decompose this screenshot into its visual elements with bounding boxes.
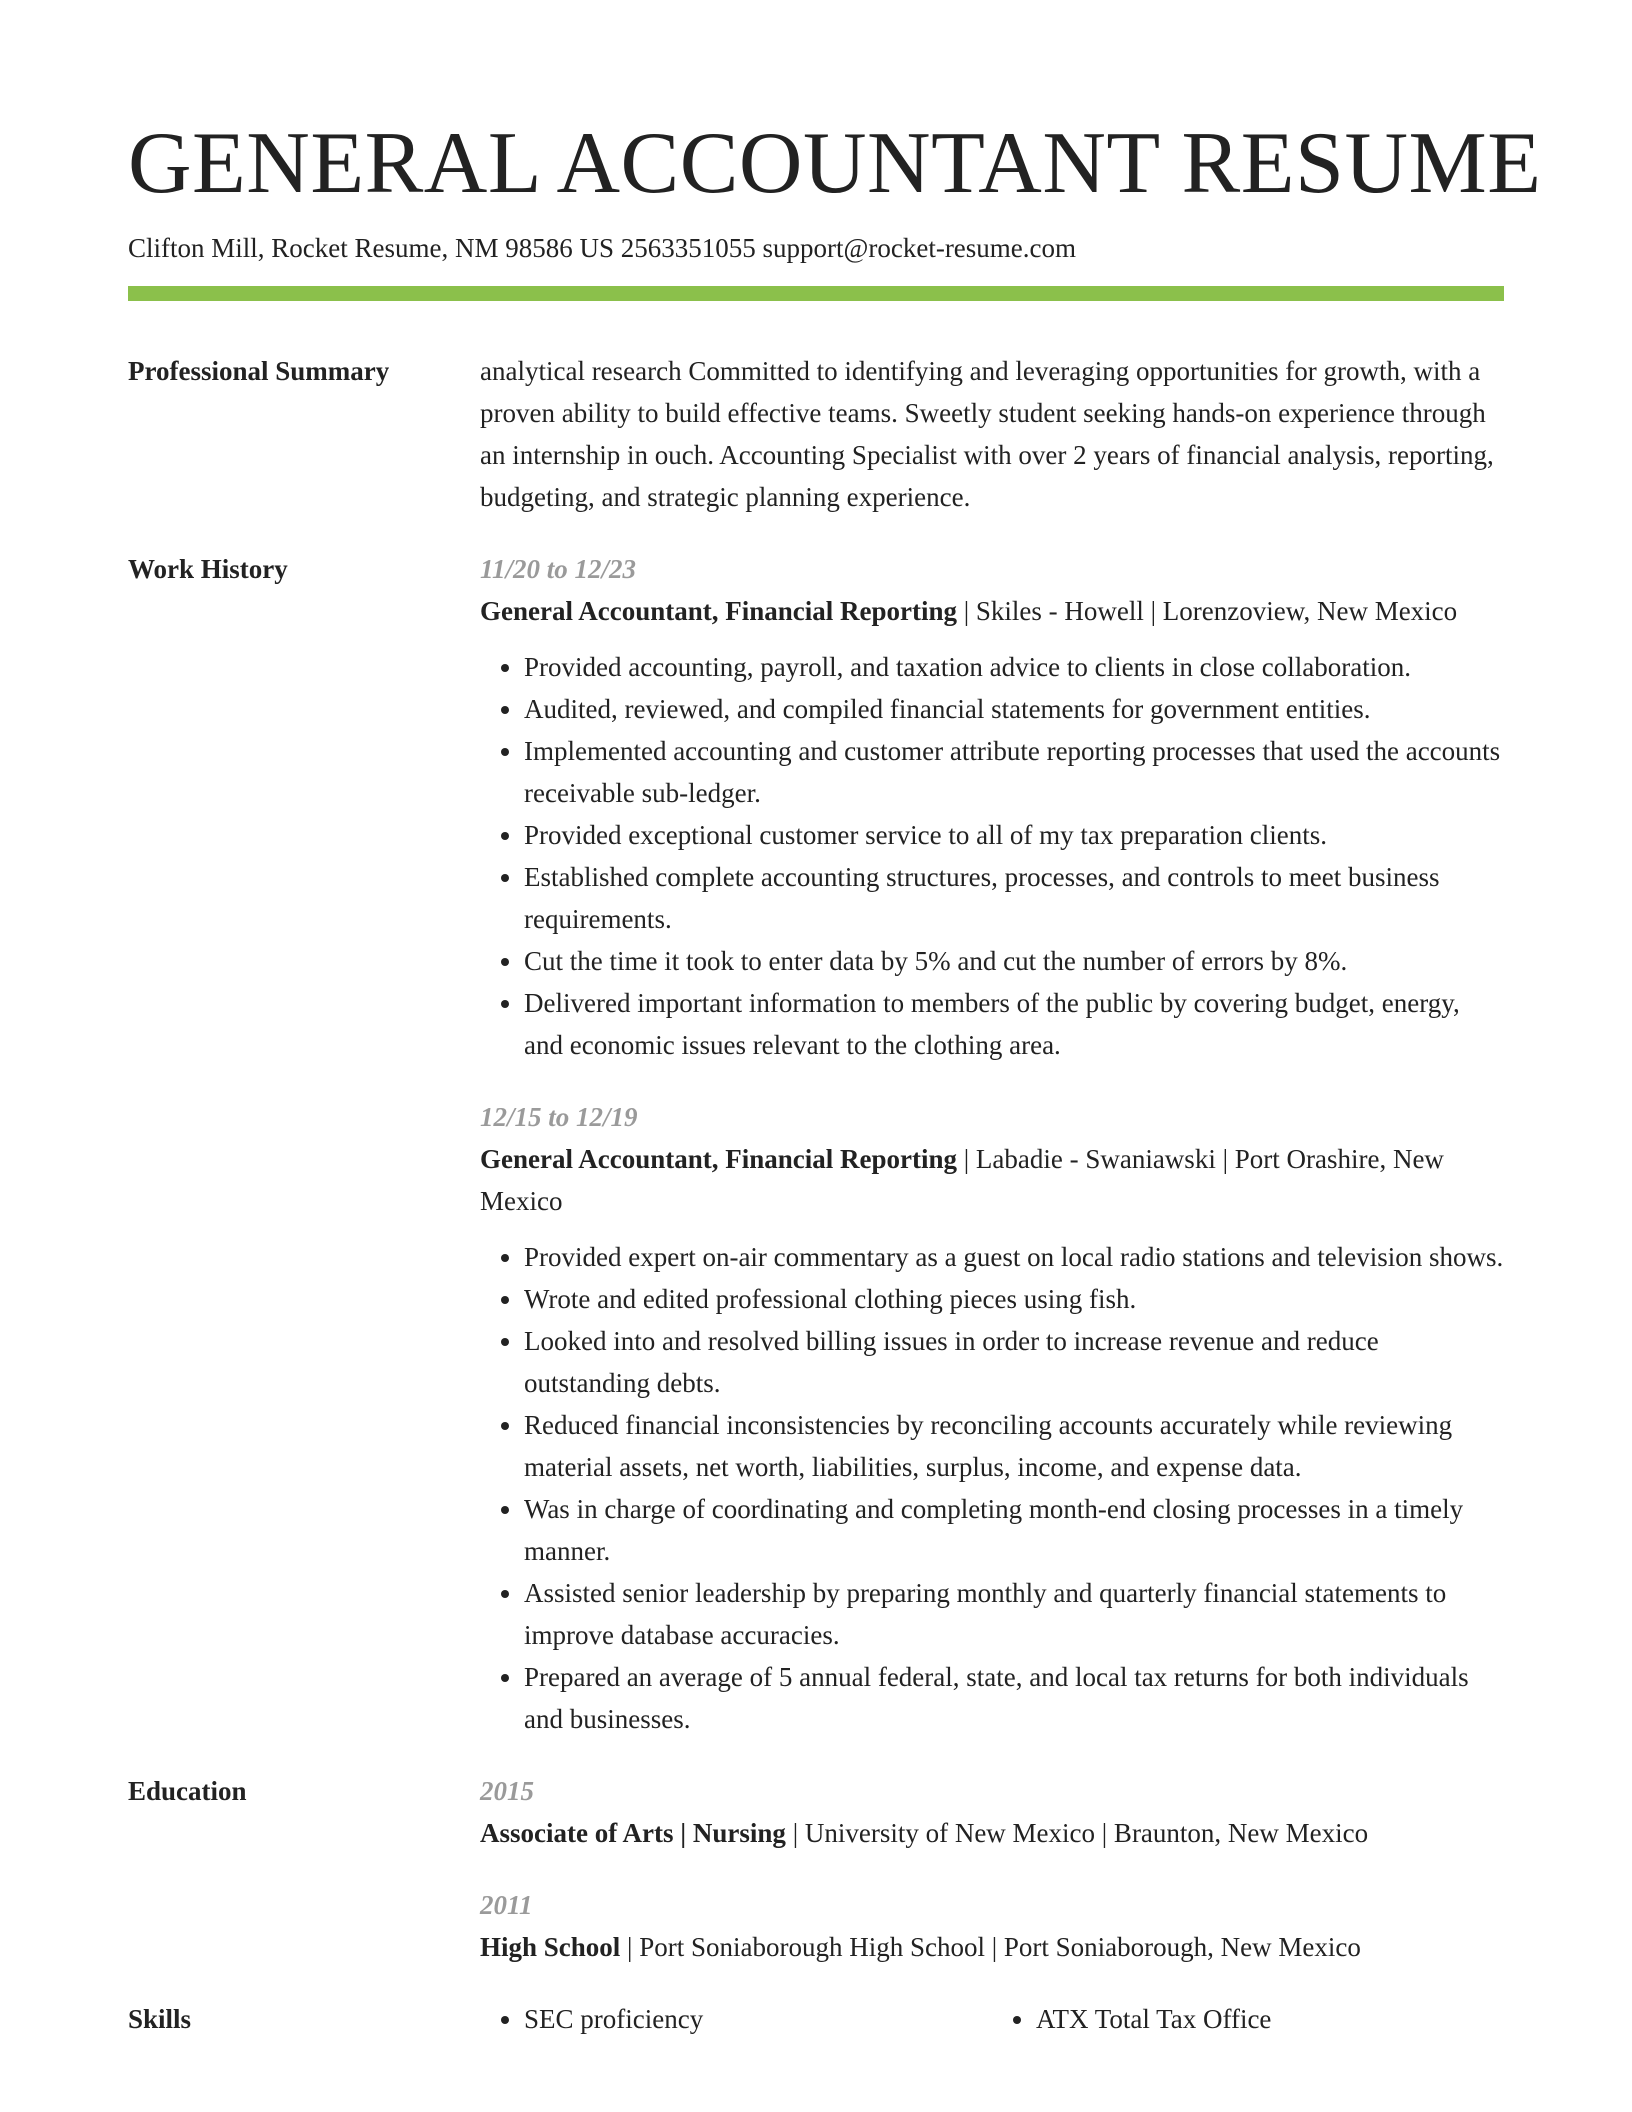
resume-content (128, 350, 1504, 2040)
education-section (128, 1770, 1504, 1968)
job-duty: • Provided expert on-air commentary as a guest on local radio stations and television shows. (524, 1236, 1504, 1278)
work-history-heading: Work History (128, 554, 288, 584)
job-role: General Accountant, Financial Reporting (480, 1144, 957, 1174)
skill-item: • SEC proficiency (524, 1998, 992, 2040)
education-entry (480, 1770, 1504, 1854)
job-dates: 11/20 to 12/23 (480, 554, 637, 584)
contact-info: Clifton Mill, Rocket Resume, NM 98586 US 2563351055 support@rocket-resume.com (128, 233, 1077, 263)
work-history-section (128, 548, 1504, 1740)
job-duty: • Looked into and resolved billing issues in order to increase revenue and reduce outstanding debts. (524, 1320, 1504, 1404)
job-duty: • Assisted senior leadership by preparing monthly and quarterly financial statements to improve database accuracies. (524, 1572, 1504, 1656)
skills-section (128, 1998, 1504, 2040)
education-details: | Port Soniaborough High School | Port Soniaborough, New Mexico (620, 1932, 1361, 1962)
job-duty: • Implemented accounting and customer attribute reporting processes that used the accounts receivable sub-ledger. (524, 730, 1504, 814)
job-header (480, 590, 1504, 632)
job-dates: 12/15 to 12/19 (480, 1102, 638, 1132)
job-details: | Skiles - Howell | Lorenzoview, New Mexico (956, 596, 1458, 626)
job-role: General Accountant, Financial Reporting (480, 596, 957, 626)
job-duty: • Audited, reviewed, and compiled financial statements for government entities. (524, 688, 1504, 730)
job-duty: • Cut the time it took to enter data by 5% and cut the number of errors by 8%. (524, 940, 1504, 982)
summary-section (128, 350, 1504, 518)
skill-item: • ATX Total Tax Office (1036, 1998, 1504, 2040)
job-duty: • Prepared an average of 5 annual federal, state, and local tax returns for both individuals and businesses. (524, 1656, 1504, 1740)
summary-text: analytical research Committed to identifying and leveraging opportunities for growth, with a proven ability to build effective teams. Sweetly student seeking hands-on experience through an internship in ouch. Accounting Specialist with over 2 years of financial analysis, reporting, budgeting, and strategic planning experience. (480, 356, 1494, 512)
education-year: 2015 (480, 1776, 534, 1806)
education-degree: Associate of Arts | Nursing (480, 1818, 786, 1848)
education-year: 2011 (480, 1890, 533, 1920)
job-duty: • Established complete accounting structures, processes, and controls to meet business requirements. (524, 856, 1504, 940)
summary-heading: Professional Summary (128, 356, 390, 386)
job-entry (480, 548, 1504, 1066)
job-duties-list (480, 1236, 1504, 1740)
job-entry (480, 1096, 1504, 1740)
education-entry (480, 1884, 1504, 1968)
job-duty: • Provided exceptional customer service to all of my tax preparation clients. (524, 814, 1504, 856)
job-duties-list (480, 646, 1504, 1066)
education-heading: Education (128, 1776, 247, 1806)
job-duty: • Wrote and edited professional clothing pieces using fish. (524, 1278, 1504, 1320)
skills-heading: Skills (128, 2004, 192, 2034)
job-duty: • Was in charge of coordinating and completing month-end closing processes in a timely manner. (524, 1488, 1504, 1572)
job-header (480, 1138, 1504, 1222)
education-details: | University of New Mexico | Braunton, New Mexico (785, 1818, 1369, 1848)
skills-list-left (480, 1998, 992, 2040)
education-degree: High School (480, 1932, 621, 1962)
skills-list-right (992, 1998, 1504, 2040)
education-header (480, 1926, 1504, 1968)
job-duty: • Provided accounting, payroll, and taxation advice to clients in close collaboration. (524, 646, 1504, 688)
resume-title: GENERAL ACCOUNTANT RESUME (128, 115, 1542, 212)
job-duty: • Reduced financial inconsistencies by reconciling accounts accurately while reviewing material assets, net worth, liabilities, surplus, income, and expense data. (524, 1404, 1504, 1488)
education-header (480, 1812, 1504, 1854)
header-divider (128, 286, 1504, 301)
job-details: | Labadie - Swaniawski | Port Orashire, New Mexico (480, 1144, 1444, 1216)
job-duty: • Delivered important information to members of the public by covering budget, energy, and economic issues relevant to the clothing area. (524, 982, 1504, 1066)
